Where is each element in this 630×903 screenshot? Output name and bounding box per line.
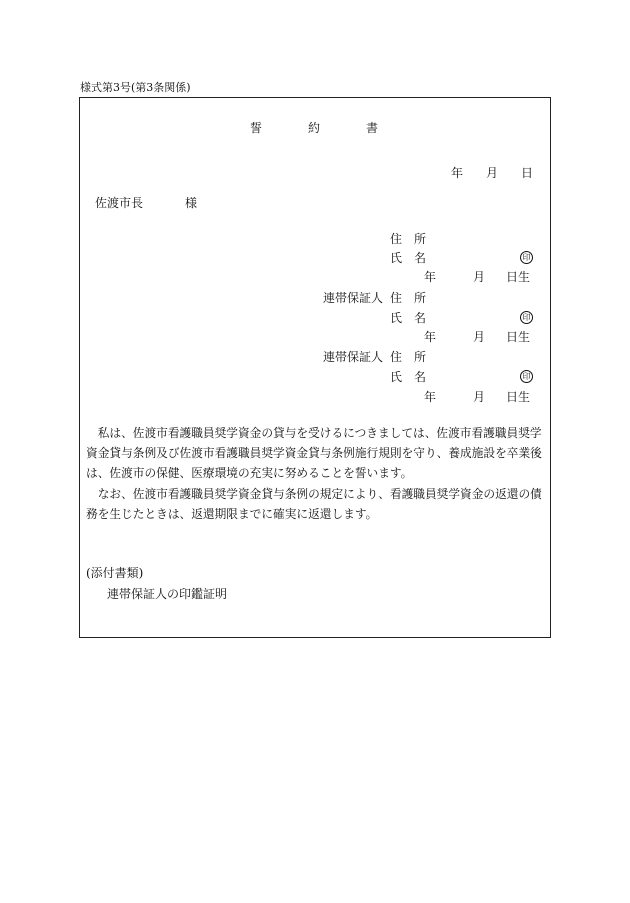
guarantor-2-birth-day-label: 日生: [506, 390, 531, 404]
applicant-address-label: 住 所: [390, 232, 427, 246]
date-year-label: 年: [451, 166, 464, 180]
guarantor-2-address-label: 住 所: [390, 350, 427, 364]
guarantor-2-birth-year-label: 年: [424, 390, 437, 404]
guarantor-1-seal-mark: 印: [520, 311, 533, 324]
addressee-name: 佐渡市長: [95, 196, 144, 210]
guarantor-2-role-label: 連帯保証人: [323, 350, 384, 364]
date-day-label: 日: [521, 166, 534, 180]
pledge-line: は、佐渡市の保健、医療環境の充実に努めることを誓います。: [86, 466, 413, 480]
applicant-birth-year-label: 年: [424, 270, 437, 284]
date-month-label: 月: [486, 166, 499, 180]
pledge-line: なお、佐渡市看護職員奨学資金貸与条例の規定により、看護職員奨学資金の返還の債: [97, 487, 542, 501]
form-number: 様式第3号(第3条関係): [80, 81, 191, 94]
pledge-line: 務を生じたときは、返還期限までに確実に返還します。: [86, 507, 378, 521]
guarantor-1-role-label: 連帯保証人: [323, 291, 384, 305]
applicant-seal-mark: 印: [520, 251, 533, 264]
guarantor-1-address-label: 住 所: [390, 291, 427, 305]
applicant-birth-day-label: 日生: [506, 270, 531, 284]
guarantor-2-seal-mark: 印: [520, 370, 533, 383]
guarantor-1-name-label: 氏 名: [390, 311, 427, 325]
guarantor-1-birth-year-label: 年: [424, 330, 437, 344]
form-frame: [79, 97, 551, 638]
applicant-birth-month-label: 月: [473, 270, 486, 284]
guarantor-1-birth-month-label: 月: [473, 330, 486, 344]
guarantor-2-birth-month-label: 月: [473, 390, 486, 404]
pledge-line: 資金貸与条例及び佐渡市看護職員奨学資金貸与条例施行規則を守り、養成施設を卒業後: [86, 446, 542, 460]
attachment-item: 連帯保証人の印鑑証明: [107, 587, 228, 601]
addressee-honorific: 様: [185, 196, 198, 210]
attachments-heading: (添付書類): [86, 566, 144, 580]
document-title: 誓約書: [250, 121, 425, 135]
guarantor-1-birth-day-label: 日生: [506, 330, 531, 344]
applicant-name-label: 氏 名: [390, 251, 427, 265]
guarantor-2-name-label: 氏 名: [390, 370, 427, 384]
pledge-line: 私は、佐渡市看護職員奨学資金の貸与を受けるにつきましては、佐渡市看護職員奨学: [97, 426, 542, 440]
